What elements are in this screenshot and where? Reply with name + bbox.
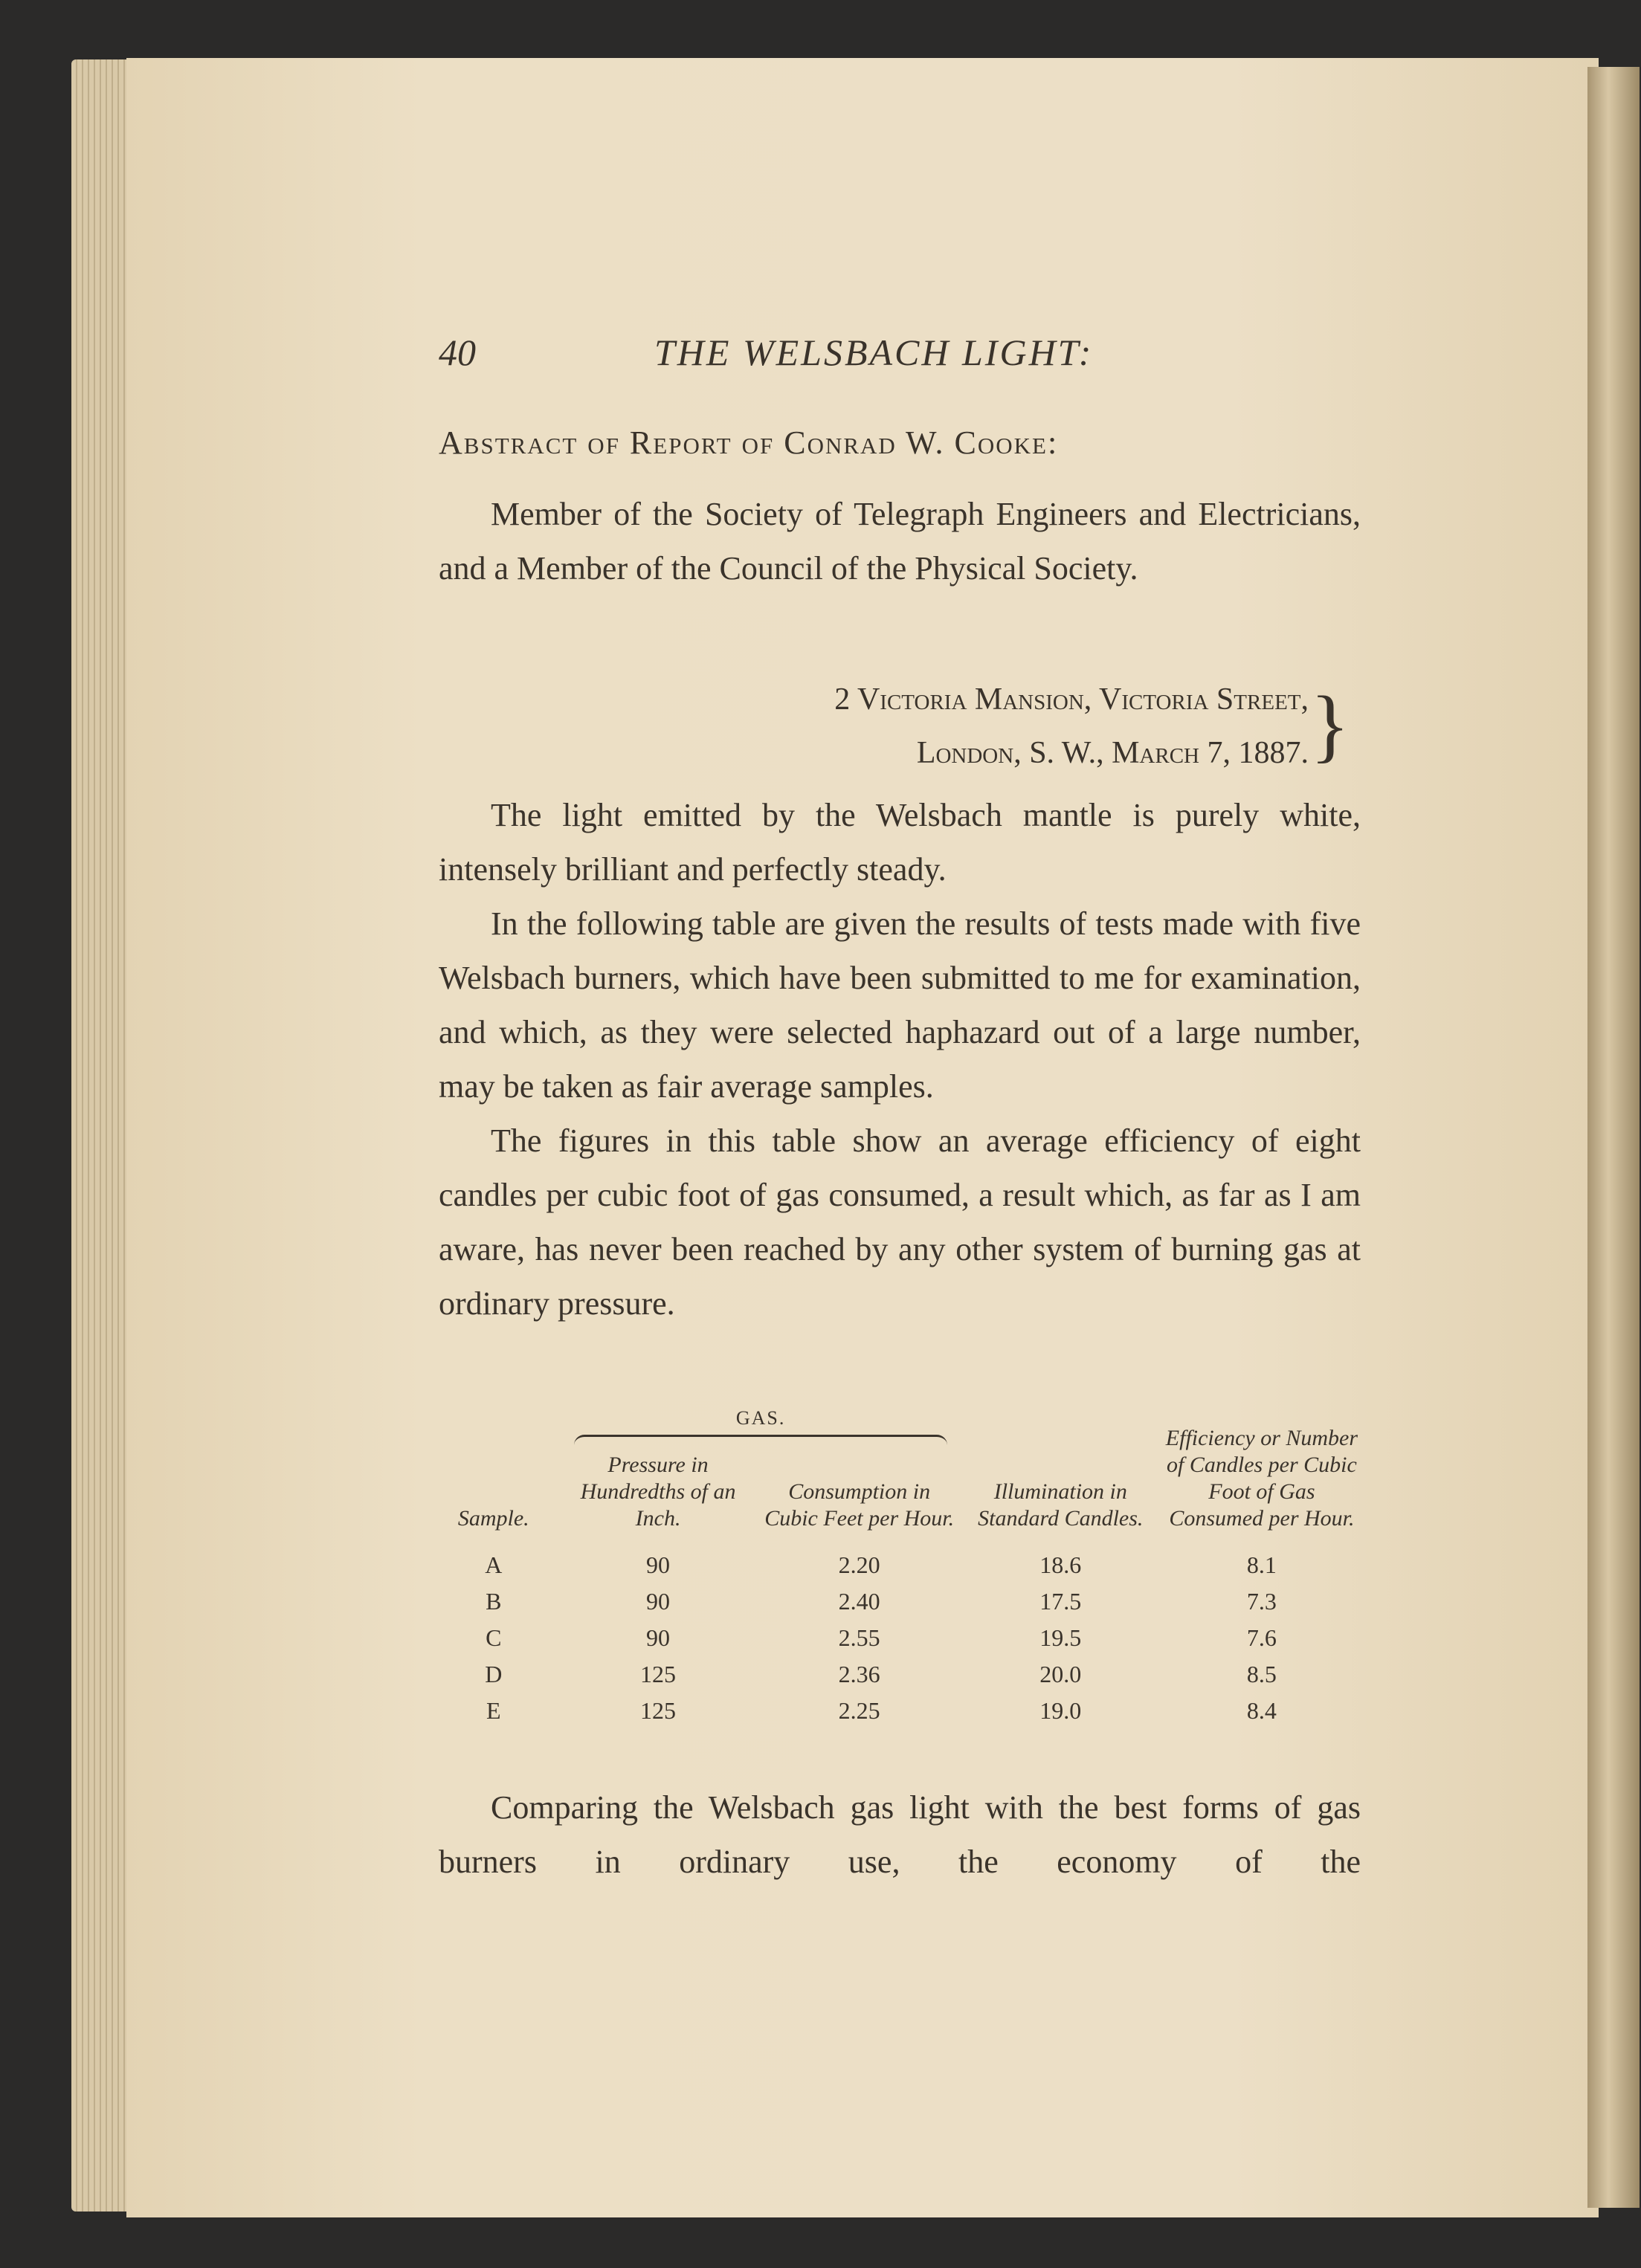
column-header: Illumination in Standard Candles. (978, 1479, 1144, 1531)
running-header (439, 331, 1361, 375)
table-cell: 90 (646, 1624, 671, 1651)
table-row (428, 1693, 1364, 1729)
table-cell: 2.25 (838, 1697, 880, 1724)
paragraph-text: The light emitted by the Welsbach mantle is purely white, intensely brilliant and perfectly steady. (439, 797, 1361, 888)
table-cell: B (486, 1588, 502, 1615)
paragraph-text: In the following table are given the results of tests made with five Welsbach burners, which have been submitted to me for examination, and which, as they were selected haphazard out of a large number, may be taken as fair average samples. (439, 905, 1361, 1105)
results-table (428, 1405, 1364, 1729)
table-cell: 19.0 (1039, 1697, 1082, 1724)
table-cell: 17.5 (1039, 1588, 1082, 1615)
paragraph-text: The figures in this table show an average efficiency of eight candles per cubic foot of gas consumed, a result which, as far as I am aware, has never been reached by any other system of burning gas at ordinary pressure. (439, 1122, 1361, 1322)
closing-text (439, 1780, 1361, 1889)
table-cell: 8.4 (1246, 1697, 1277, 1724)
table-cell: 18.6 (1039, 1551, 1082, 1578)
table-cell: 90 (646, 1551, 671, 1578)
table-cell: D (485, 1661, 503, 1687)
column-header: Consumption in Cubic Feet per Hour. (764, 1479, 955, 1531)
table-cell: 90 (646, 1588, 671, 1615)
table-cell: 20.0 (1039, 1661, 1082, 1687)
table-cell: 2.40 (838, 1588, 880, 1615)
gas-group-header: GAS. (735, 1407, 786, 1429)
column-header: Pressure in Hundredths of an Inch. (580, 1453, 736, 1531)
address (439, 673, 1361, 780)
table-cell: 2.55 (838, 1624, 880, 1651)
table-cell: 125 (640, 1661, 677, 1687)
running-title: THE WELSBACH LIGHT: (654, 332, 1094, 373)
member-paragraph (439, 487, 1361, 595)
paragraph-text: Comparing the Welsbach gas light with the best forms of gas burners in ordinary use, the economy of the (439, 1789, 1361, 1880)
page-number: 40 (439, 332, 476, 373)
table-cell: 8.5 (1246, 1661, 1277, 1687)
table-cell: A (485, 1551, 503, 1578)
column-header: Sample. (457, 1506, 529, 1531)
paragraph-text: Member of the Society of Telegraph Engineers and Electricians, and a Member of the Council of the Physical Society. (439, 496, 1361, 587)
address-line: 2 Victoria Mansion, Victoria Street, (834, 682, 1309, 717)
abstract-title: Abstract of Report of Conrad W. Cooke: (439, 424, 1059, 461)
table-cell: 8.1 (1246, 1551, 1277, 1578)
table-cell: 19.5 (1039, 1624, 1082, 1651)
table-row (428, 1583, 1364, 1620)
table-row (428, 1620, 1364, 1656)
table-cell: 7.6 (1246, 1624, 1277, 1651)
table-cell: C (486, 1624, 502, 1651)
table-cell: E (486, 1697, 501, 1724)
book-binding (1587, 67, 1640, 2208)
table-row (428, 1656, 1364, 1693)
table-cell: 7.3 (1246, 1588, 1277, 1615)
table-cell: 2.36 (838, 1661, 880, 1687)
column-header: Efficiency or Number of Candles per Cubic Foot of Gas Consumed per Hour. (1165, 1426, 1358, 1531)
brace-mark: } (1310, 679, 1350, 770)
gas-brace (574, 1435, 947, 1447)
table-row (428, 1547, 1364, 1583)
table-cell: 125 (640, 1697, 677, 1724)
table-cell: 2.20 (838, 1551, 880, 1578)
body-text (439, 788, 1361, 1331)
address-line: London, S. W., March 7, 1887. (916, 736, 1309, 770)
